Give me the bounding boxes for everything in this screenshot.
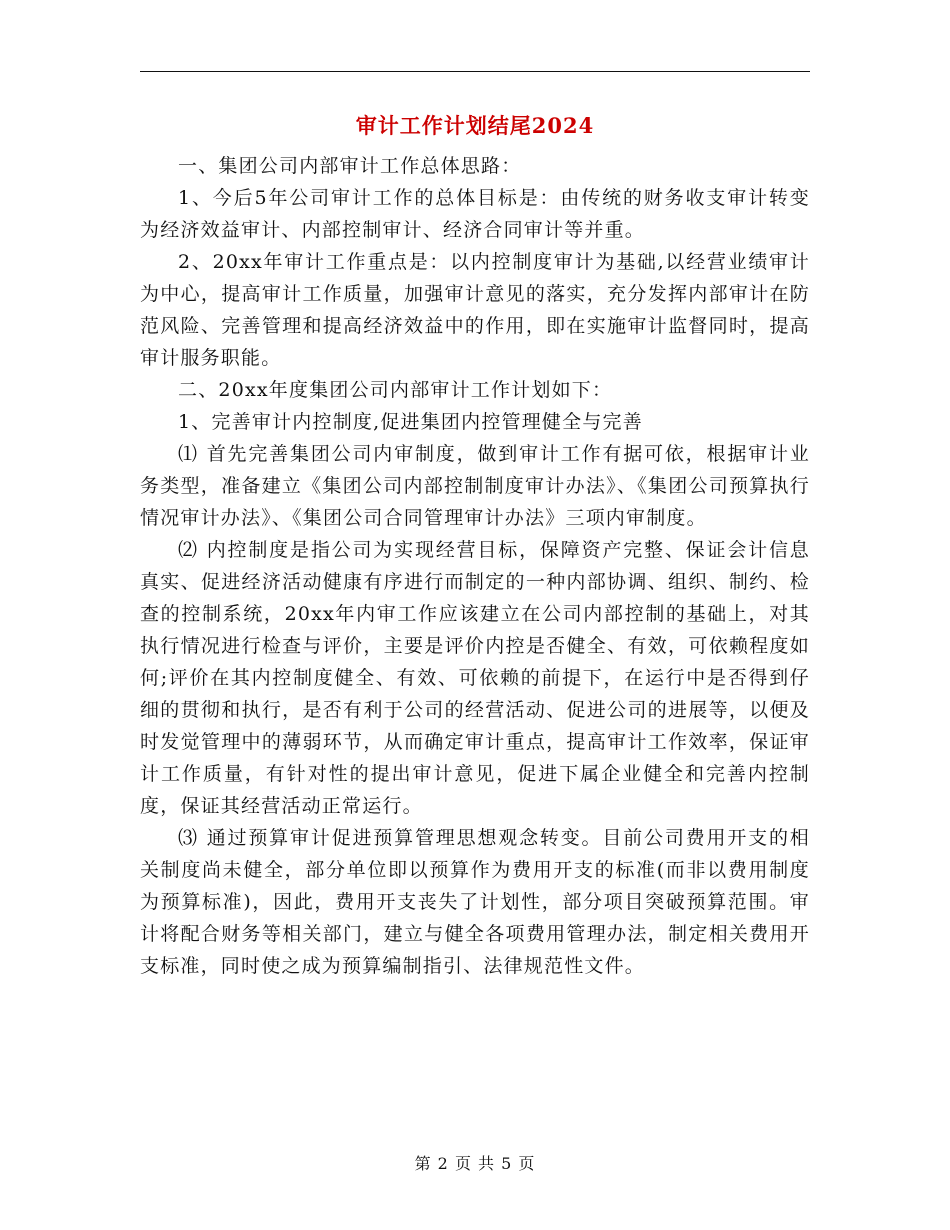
paragraph-2: 1、今后5年公司审计工作的总体目标是：由传统的财务收支审计转变为经济效益审计、内部控制审计、经济合同审计等并重。 — [140, 187, 810, 241]
paragraph-4: 二、20xx年度集团公司内部审计工作计划如下： — [178, 379, 613, 401]
document-title: 审计工作计划结尾2024 — [355, 113, 595, 138]
document-body — [140, 150, 810, 982]
paragraph-7: ⑵ 内控制度是指公司为实现经营目标，保障资产完整、保证会计信息真实、促进经济活动健康有序进行而制定的一种内部协调、组织、制约、检查的控制系统，20xx年内审工作应该建立在公司内部控制的基础上，对其执行情况进行检查与评价，主要是评价内控是否健全、有效，可依赖程度如何;评价在其内控制度健全、有效、可依赖的前提下，在运行中是否得到仔细的贯彻和执行，是否有利于公司的经营活动、促进公司的进展等，以便及时发觉管理中的薄弱环节，从而确定审计重点，提高审计工作效率，保证审计工作质量，有针对性的提出审计意见，促进下属企业健全和完善内控制度，保证其经营活动正常运行。 — [140, 539, 810, 817]
page-number-footer: 第 2 页 共 5 页 — [414, 1154, 536, 1173]
paragraph-3: 2、20xx年审计工作重点是：以内控制度审计为基础,以经营业绩审计为中心，提高审计工作质量，加强审计意见的落实，充分发挥内部审计在防范风险、完善管理和提高经济效益中的作用，即在实施审计监督同时，提高审计服务职能。 — [140, 251, 810, 369]
paragraph-1: 一、集团公司内部审计工作总体思路： — [178, 155, 522, 177]
paragraph-5: 1、完善审计内控制度,促进集团内控管理健全与完善 — [178, 411, 643, 433]
paragraph-6: ⑴ 首先完善集团公司内审制度，做到审计工作有据可依，根据审计业务类型，准备建立《集团公司内部控制制度审计办法》、《集团公司预算执行情况审计办法》、《集团公司合同管理审计办法》三项内审制度。 — [140, 443, 810, 529]
header-rule — [140, 71, 810, 72]
paragraph-8: ⑶ 通过预算审计促进预算管理思想观念转变。目前公司费用开支的相关制度尚未健全，部分单位即以预算作为费用开支的标准(而非以费用制度为预算标准)，因此，费用开支丧失了计划性，部分项目突破预算范围。审计将配合财务等相关部门，建立与健全各项费用管理办法，制定相关费用开支标准，同时使之成为预算编制指引、法律规范性文件。 — [140, 827, 810, 977]
